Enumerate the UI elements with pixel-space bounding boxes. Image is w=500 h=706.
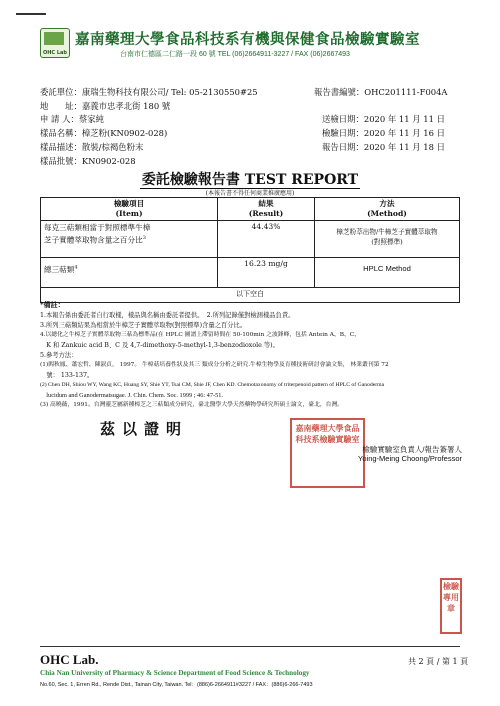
header-item: 檢驗項目 (Item) <box>41 198 218 221</box>
field-label: 申 請 人： <box>40 114 79 124</box>
report-title: 委託檢驗報告書 TEST REPORT <box>141 172 359 188</box>
notes-heading: *備註： <box>40 300 65 309</box>
footer-department: Chia Nan University of Pharmacy & Science Department of Food Science & Technology <box>40 669 310 677</box>
field-value: 2020 年 11 月 16 日 <box>363 128 445 138</box>
table-row <box>41 221 460 258</box>
field-label: 樣品批號： <box>40 156 82 166</box>
table-row <box>41 258 460 288</box>
field-label: 樣品描述： <box>40 142 82 152</box>
certify-text: 茲以證明 <box>100 420 189 438</box>
item-cell: 總三萜類$^4$ <box>41 258 218 288</box>
method-cell: HPLC Method <box>315 258 460 288</box>
blank-note: 以下空白 <box>41 288 460 303</box>
client-row <box>40 86 258 98</box>
report-date-row <box>322 141 445 153</box>
lab-seal-stamp: 嘉南藥理大學食品科技系檢驗實驗室 <box>290 418 365 488</box>
signature-block <box>302 445 462 463</box>
notes-line: (3) 高曉薇，1991。台灣靈芝屬新種樟芝之三萜類成分研究，臺北醫學大學天然藥物學研究所碩士論文，臺北，台灣。 <box>40 402 344 408</box>
lab-title: 嘉南藥理大學食品科技系有機與保健食品檢驗實驗室 <box>75 31 420 48</box>
header-method: 方法 (Method) <box>315 198 460 221</box>
field-value: 樟芝粉(KN0902-028) <box>81 128 168 138</box>
notes-line: K 和 Zankuic acid B、C 及 4,7-dimethoxy-5-methyl-1,3-benzodioxole 等)。 <box>40 342 279 349</box>
field-value: OHC201111-F004A <box>364 87 448 97</box>
lab-address: 台南市仁德區二仁路一段 60 號 TEL (06)2664911-3227 / FAX (06)2667493 <box>120 51 350 58</box>
report-number-row <box>314 86 447 98</box>
logo-text: OHC Lab <box>43 50 67 56</box>
field-label: 檢驗日期： <box>322 128 364 138</box>
report-subnote: (本報告書不得任何商業推廣應用) <box>205 190 295 197</box>
field-value: KN0902-028 <box>81 156 136 166</box>
signature-name: Yoing-Meing Choong/Professor <box>358 454 462 463</box>
footer-address: No.60, Sec. 1, Erren Rd., Rende Dist., Tainan City, Taiwan. Tel：(886)6-2664911#3227 / FAX：(886)6-266-7493 <box>40 682 313 688</box>
notes-line: 4.以總化之牛樟芝子實體萃取物三萜為標準品(在 HPLC 圖譜上滯留時間在 50-100min 之波鋒峰，包括 Antein A、B、C、 <box>40 332 361 338</box>
notes-line: (2) Chen DH, Shiou WY, Wang KC, Huang SY, Shie YT, Tsai CM, Shie JF, Chen KD. Chemotaxonomy of triterpenoid pattern of HPLC of Ganoderma <box>40 382 385 388</box>
item-cell: 每克三萜類相當于對照標準牛樟 芝子實體萃取物含量之百分比$^3$ <box>41 221 218 258</box>
field-value: 2020 年 11 月 11 日 <box>363 114 445 124</box>
logo-mark-icon <box>44 32 64 45</box>
footer-divider <box>40 646 460 647</box>
field-value: 2020 年 11 月 18 日 <box>363 142 445 152</box>
signature-title: 檢驗實驗室負責人/報告簽署人 <box>362 445 462 454</box>
notes-line: 3.所列三萜類結果為相當於牛樟芝子實體萃取物(對照標準)含量之百分比。 <box>40 322 247 329</box>
notes-line: 5.參考方法： <box>40 352 78 359</box>
applicant-row <box>40 113 104 125</box>
table-header-row <box>41 198 460 221</box>
field-label: 報告日期： <box>322 142 364 152</box>
field-value: 康瑞生物科技有限公司/ Tel: 05-2130550#25 <box>81 87 258 97</box>
notes-line: 1.本報告係由委託者自行取樣，樣品與名稱由委託者提供。 2.所列記錄僅對檢測樣品負責。 <box>40 312 295 319</box>
sample-desc-row <box>40 141 143 153</box>
top-corner-mark <box>16 13 46 15</box>
submit-date-row <box>322 113 445 125</box>
sample-name-row <box>40 127 167 139</box>
results-table <box>40 197 460 303</box>
result-cell: 44.43% <box>218 221 315 258</box>
field-label: 送檢日期： <box>322 114 364 124</box>
result-cell: 16.23 mg/g <box>218 258 315 288</box>
notes-line: (1)閻秋鳳、蕭宏哲、陳淑貞， 1997。 牛樟菇培養性狀及其三 類成分分析之研究.牛樟生物學及育種技術研討會論文集， 林業叢刊第 72 <box>40 362 389 368</box>
field-value: 嘉義市忠孝北街 180 號 <box>81 101 171 111</box>
header-result: 結果 (Result) <box>218 198 315 221</box>
footer-lab-name: OHC Lab. <box>40 652 99 667</box>
field-label: 樣品名稱： <box>40 128 82 138</box>
batch-row <box>40 155 136 167</box>
field-value: 散裝/棕褐色粉末 <box>81 142 144 152</box>
notes-line: 號： 133-137。 <box>40 372 94 379</box>
field-value: 蔡家純 <box>78 114 104 124</box>
field-label: 報告書編號： <box>314 87 365 97</box>
field-label: 委託單位： <box>40 87 82 97</box>
address-row <box>40 100 170 112</box>
page-number: 共 2 頁 / 第 1 頁 <box>408 657 469 666</box>
method-cell: 樟芝粉萃出物/牛樟芝子實體萃取物 (對照標準) <box>315 221 460 258</box>
inspection-stamp: 檢驗專用章 <box>440 578 462 634</box>
ohc-logo <box>40 28 70 58</box>
field-label: 地 址： <box>40 101 82 111</box>
notes-line: lucidum and Ganodermatsugae. J. Chin. Chem. Soc. 1999 ; 46: 47-51. <box>40 392 223 399</box>
test-date-row <box>322 127 445 139</box>
